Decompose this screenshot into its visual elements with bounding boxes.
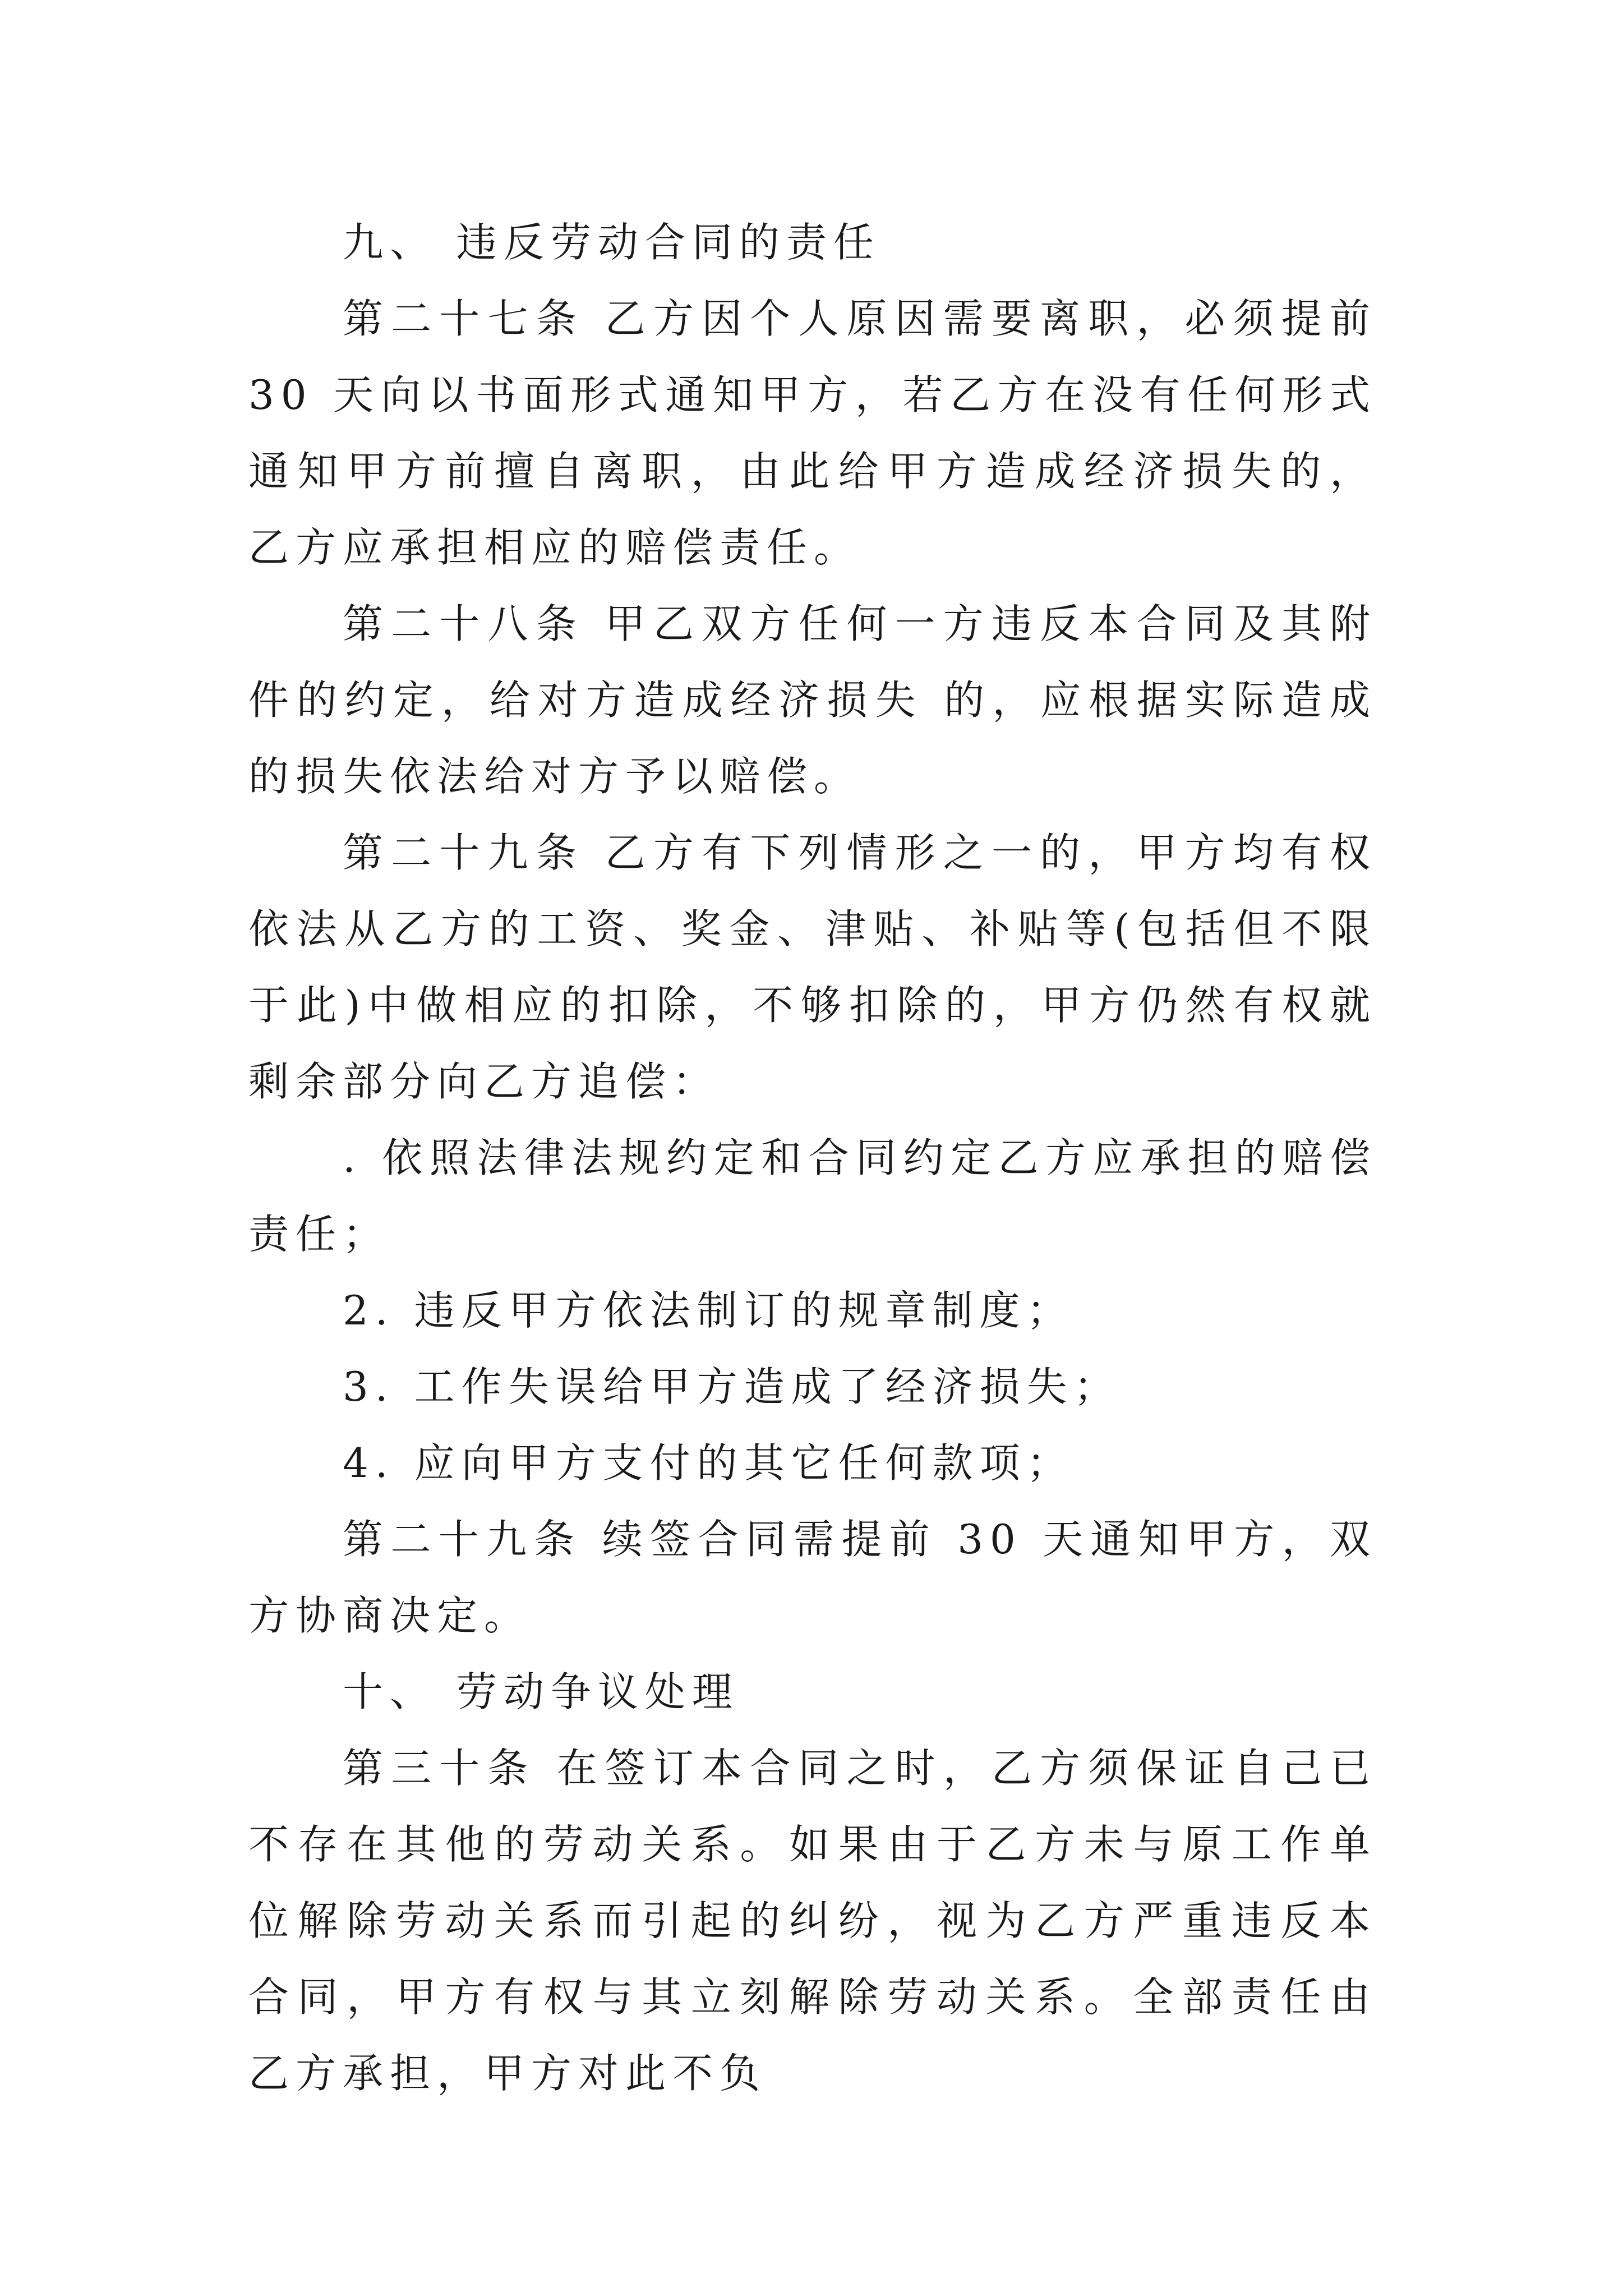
document-body bbox=[248, 204, 1377, 2111]
article-30: 第三十条 在签订本合同之时，乙方须保证自己已不存在其他的劳动关系。如果由于乙方未与原工作单位解除劳动关系而引起的纠纷，视为乙方严重违反本合同，甲方有权与其立刻解除劳动关系。全部责任由乙方承担，甲方对此不负 bbox=[248, 1745, 1377, 2097]
list-item-4: 4. 应向甲方支付的其它任何款项； bbox=[343, 1439, 1074, 1487]
article-27: 第二十七条 乙方因个人原因需要离职，必须提前 30 天向以书面形式通知甲方，若乙方在没有任何形式通知甲方前擅自离职，由此给甲方造成经济损失的，乙方应承担相应的赔偿责任。 bbox=[248, 295, 1377, 571]
list-item-1: . 依照法律法规约定和合同约定乙方应承担的赔偿责任； bbox=[248, 1134, 1377, 1258]
list-item-3: 3. 工作失误给甲方造成了经济损失； bbox=[343, 1363, 1121, 1410]
article-29: 第二十九条 乙方有下列情形之一的，甲方均有权依法从乙方的工资、奖金、津贴、补贴等(包括但不限于此)中做相应的扣除，不够扣除的，甲方仍然有权就剩余部分向乙方追偿： bbox=[248, 829, 1377, 1105]
article-28: 第二十八条 甲乙双方任何一方违反本合同及其附件的约定，给对方造成经济损失 的，应根据实际造成的损失依法给对方予以赔偿。 bbox=[248, 600, 1377, 800]
section-heading-9: 九、 违反劳动合同的责任 bbox=[343, 219, 880, 266]
section-heading-10: 十、 劳动争议处理 bbox=[343, 1668, 739, 1715]
article-29-renewal: 第二十九条 续签合同需提前 30 天通知甲方，双方协商决定。 bbox=[248, 1516, 1377, 1639]
list-item-2: 2. 违反甲方依法制订的规章制度； bbox=[343, 1287, 1074, 1334]
